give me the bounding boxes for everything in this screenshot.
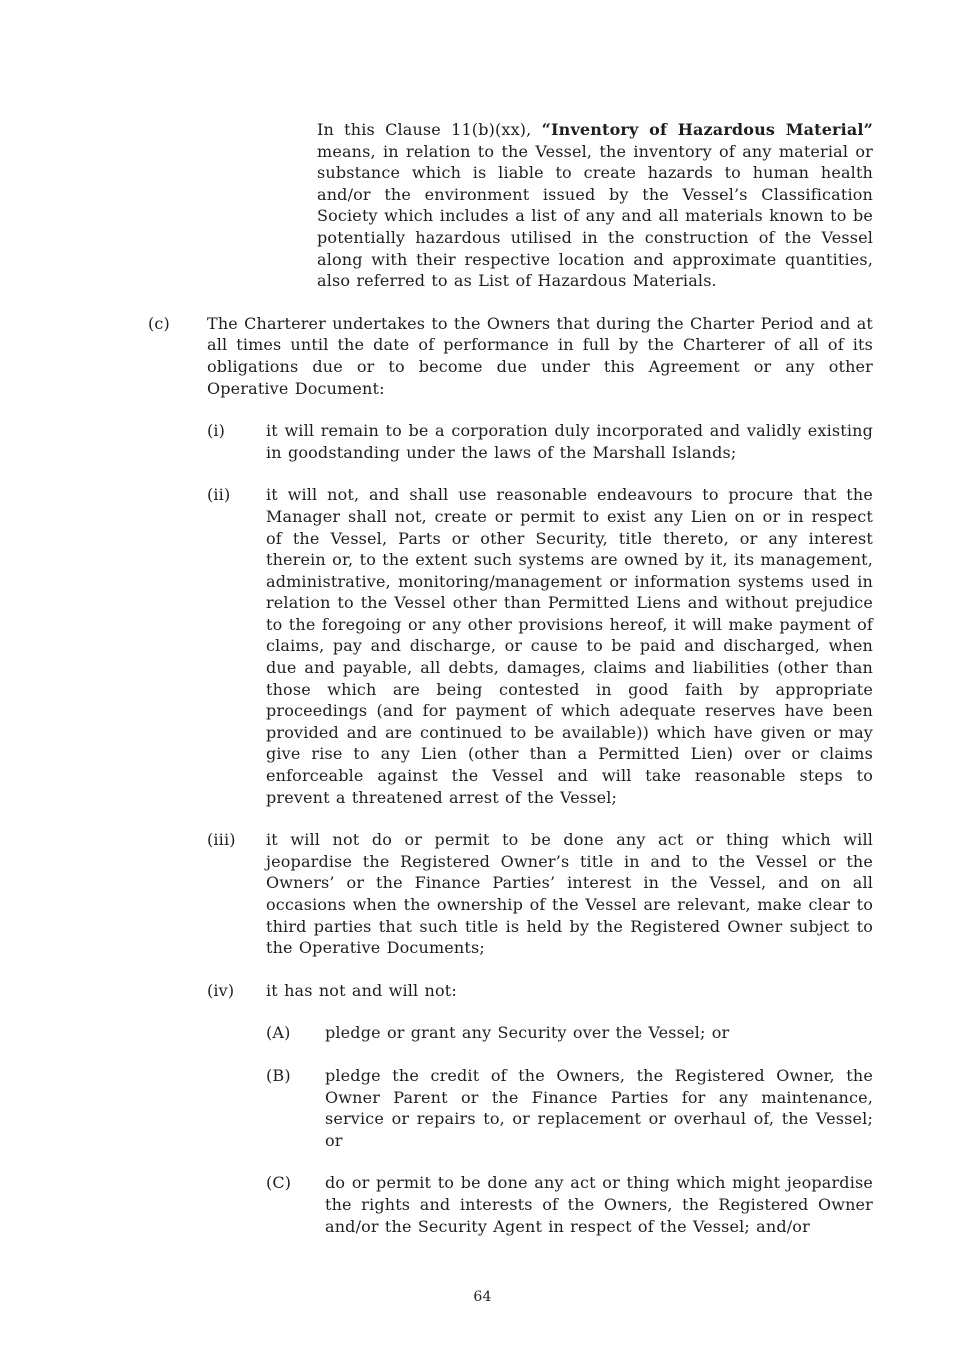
clause-item-iv bbox=[207, 980, 873, 1237]
clause-item-ii bbox=[207, 484, 873, 808]
item-iv-marker: (iv) bbox=[207, 980, 235, 1000]
subitem-C-text: do or permit to be done any act or thing which might jeopardise the rights and interests of the Owners, the Registered Owner and/or the Security Agent in respect of the Vessel; and/or bbox=[325, 1173, 873, 1236]
clause-c-body bbox=[207, 313, 873, 1237]
clause-c-text: The Charterer undertakes to the Owners that during the Charter Period and at all times until the date of performance in full by the Charterer of all of its obligations due or to become due under this Agreement or any other Operative Document: bbox=[207, 313, 873, 398]
subitem-B bbox=[266, 1065, 873, 1151]
page-number: 64 bbox=[473, 1289, 492, 1305]
item-i-marker: (i) bbox=[207, 421, 226, 441]
clause-item-i bbox=[207, 420, 873, 463]
item-iv-text: it has not and will not: bbox=[266, 980, 457, 1000]
subitem-A bbox=[266, 1022, 873, 1044]
intro-prefix: In this Clause 11(b)(xx), bbox=[317, 120, 542, 139]
defined-term: “Inventory of Hazardous Material” bbox=[541, 120, 873, 139]
item-iii-text: it will not do or permit to be done any act or thing which will jeopardise the Registered Owner’s title in and to the Vessel or the Owners’ or the Finance Parties’ interest in the Vessel, and on all occasions when the ownership of the Vessel are relevant, make clear to third parties that such title is held by the Registered Owner subject to the Operative Documents; bbox=[266, 830, 873, 958]
subitem-B-text: pledge the credit of the Owners, the Registered Owner, the Owner Parent or the Finance Parties for any maintenance, service or repairs to, or replacement or overhaul of, the Vessel; or bbox=[325, 1065, 873, 1150]
subitem-A-marker: (A) bbox=[266, 1023, 291, 1043]
clause-c bbox=[148, 313, 873, 1237]
item-i-text: it will remain to be a corporation duly incorporated and validly existing in goodstanding under the laws of the Marshall Islands; bbox=[266, 421, 873, 462]
subitem-A-text: pledge or grant any Security over the Vessel; or bbox=[325, 1023, 730, 1043]
item-iii-marker: (iii) bbox=[207, 830, 236, 850]
clause-c-marker: (c) bbox=[148, 313, 170, 333]
subitem-C bbox=[266, 1172, 873, 1237]
intro-paragraph bbox=[317, 119, 873, 292]
item-iv-body bbox=[266, 980, 873, 1237]
item-ii-marker: (ii) bbox=[207, 485, 231, 505]
subitem-B-marker: (B) bbox=[266, 1065, 291, 1085]
subitem-C-marker: (C) bbox=[266, 1173, 292, 1193]
intro-suffix: means, in relation to the Vessel, the inventory of any material or substance which is liable to create hazards to human health and/or the environment issued by the Vessel’s Classification Society which includes a list of any and all materials known to be potentially hazardous utilised in the construction of the Vessel along with their respective location and approximate quantities, also referred to as List of Hazardous Materials. bbox=[317, 141, 873, 291]
clause-item-iii bbox=[207, 829, 873, 959]
page-content bbox=[0, 103, 965, 1237]
item-ii-text: it will not, and shall use reasonable endeavours to procure that the Manager shall not, create or permit to exist any Lien on or in respect of the Vessel, Parts or other Security, title thereto, or any interest therein or, to the extent such systems are owned by it, its management, administrative, monitoring/management or information systems used in relation to the Vessel other than Permitted Liens and without prejudice to the foregoing or any other provisions hereof, it will make payment of claims, pay and discharge, or cause to be paid and discharged, when due and payable, all debts, damages, claims and liabilities (other than those which are being contested in good faith by appropriate proceedings (and for payment of which adequate reserves have been provided and are continued to be available)) which have given or may give rise to any Lien (other than a Permitted Lien) over or claims enforceable against the Vessel and will take reasonable steps to prevent a threatened arrest of the Vessel; bbox=[266, 485, 873, 807]
